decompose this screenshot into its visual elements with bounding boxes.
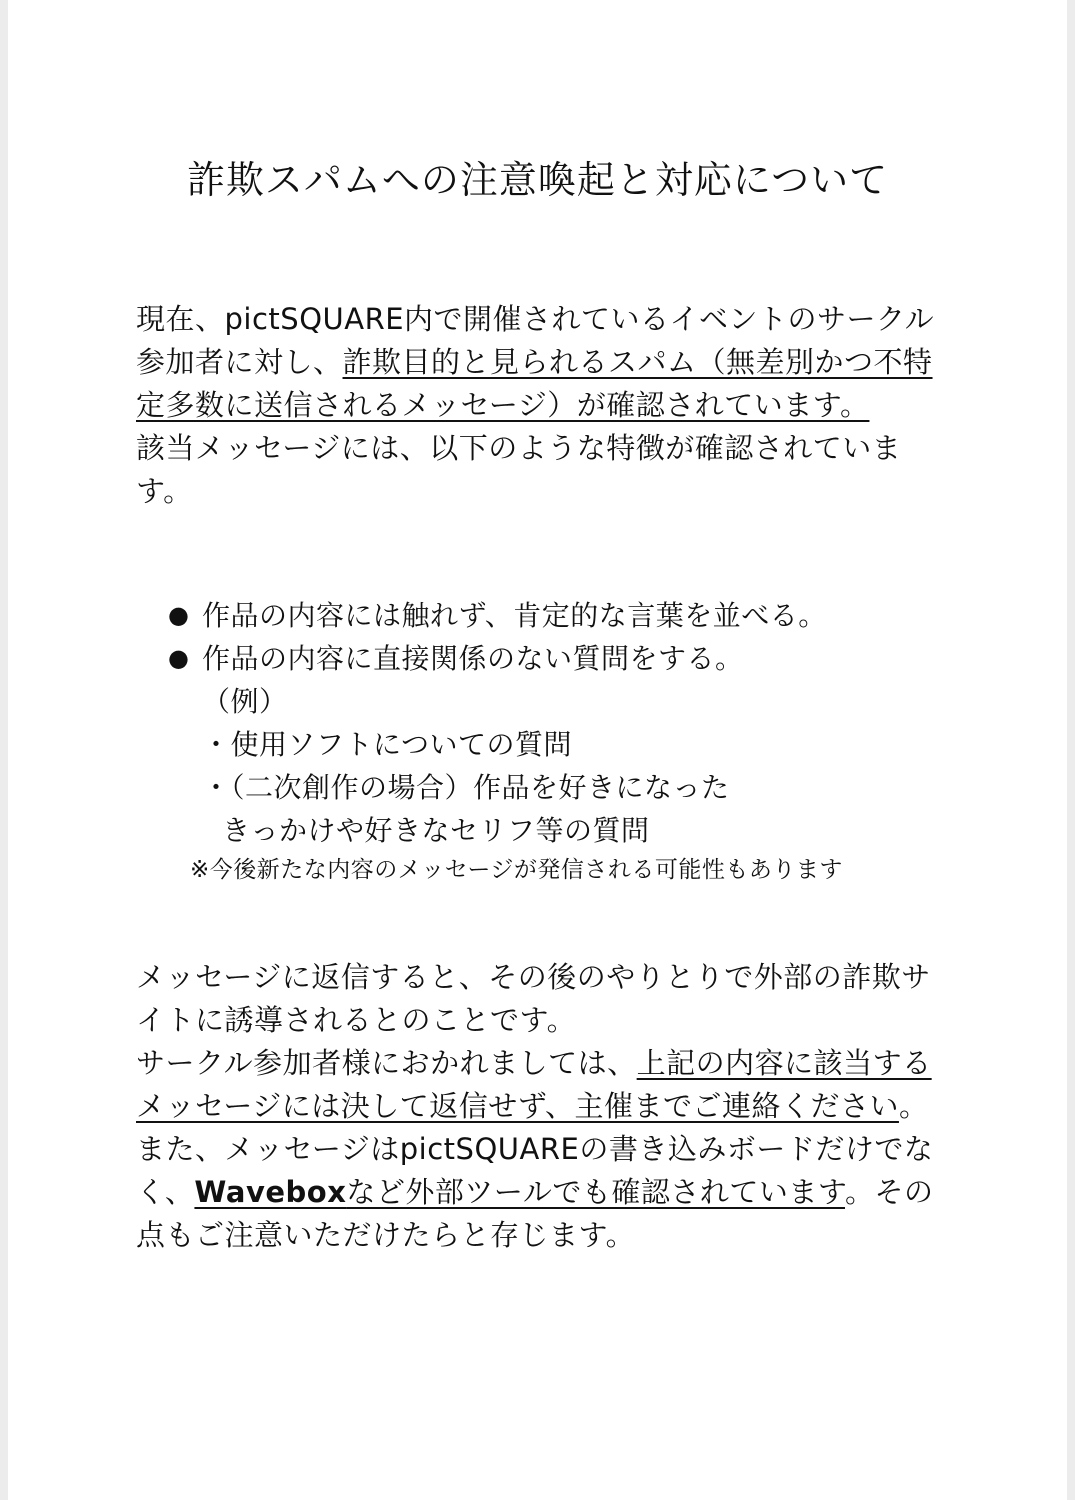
closing-paragraph-2 — [136, 1042, 946, 1128]
bullet-icon: ● — [168, 601, 190, 629]
closing-punctuation: 。 — [898, 1089, 929, 1123]
intro-text: 現在、pictSQUARE内で開催されているイベントのサークル参加者に対し、 — [136, 302, 935, 379]
closing-section — [136, 956, 946, 1257]
page-title: 詐欺スパムへの注意喚起と対応について — [186, 158, 889, 202]
feature-item-1: 作品の内容には触れず、肯定的な言葉を並べる。 — [202, 599, 827, 632]
closing-underlined-warning: など外部ツールでも確認されています — [346, 1175, 846, 1209]
intro-paragraph — [136, 298, 946, 427]
closing-underlined-instruction: 上記の内容に該当するメッセージには決して返信せず、主催までご連絡ください — [136, 1046, 932, 1123]
intro-features-lead: 該当メッセージには、以下のような特徴が確認されています。 — [136, 431, 902, 508]
closing-text: また、メッセージはpictSQUAREの書き込みボードだけでなく、 — [136, 1132, 934, 1209]
example-label: （例） — [202, 685, 288, 718]
feature-list — [168, 594, 948, 888]
example-item-2-line-1: ・（二次創作の場合）作品を好きになった — [202, 771, 730, 804]
closing-text: 。その点もご注意いただけたらと存じます。 — [136, 1175, 934, 1252]
closing-paragraph-3 — [136, 1128, 946, 1257]
intro-underlined-text: 詐欺目的と見られるスパム（無差別かつ不特定多数に送信されるメッセージ）が確認されています。 — [136, 345, 933, 422]
closing-text: サークル参加者様におかれましては、 — [136, 1046, 637, 1080]
example-item-2-line-2: きっかけや好きなセリフ等の質問 — [222, 814, 650, 847]
notice-note: ※今後新たな内容のメッセージが発信される可能性もあります — [190, 857, 843, 883]
example-item-1: ・使用ソフトについての質問 — [202, 728, 572, 761]
wavebox-name: Wavebox — [194, 1175, 347, 1209]
closing-paragraph-1: メッセージに返信すると、その後のやりとりで外部の詐欺サイトに誘導されるとのことです。 — [136, 960, 931, 1037]
bullet-icon: ● — [168, 644, 190, 672]
document-page — [8, 0, 1067, 1500]
intro-section — [136, 298, 946, 513]
list-item — [168, 637, 948, 680]
list-item — [168, 594, 948, 637]
feature-item-2: 作品の内容に直接関係のない質問をする。 — [202, 642, 744, 675]
